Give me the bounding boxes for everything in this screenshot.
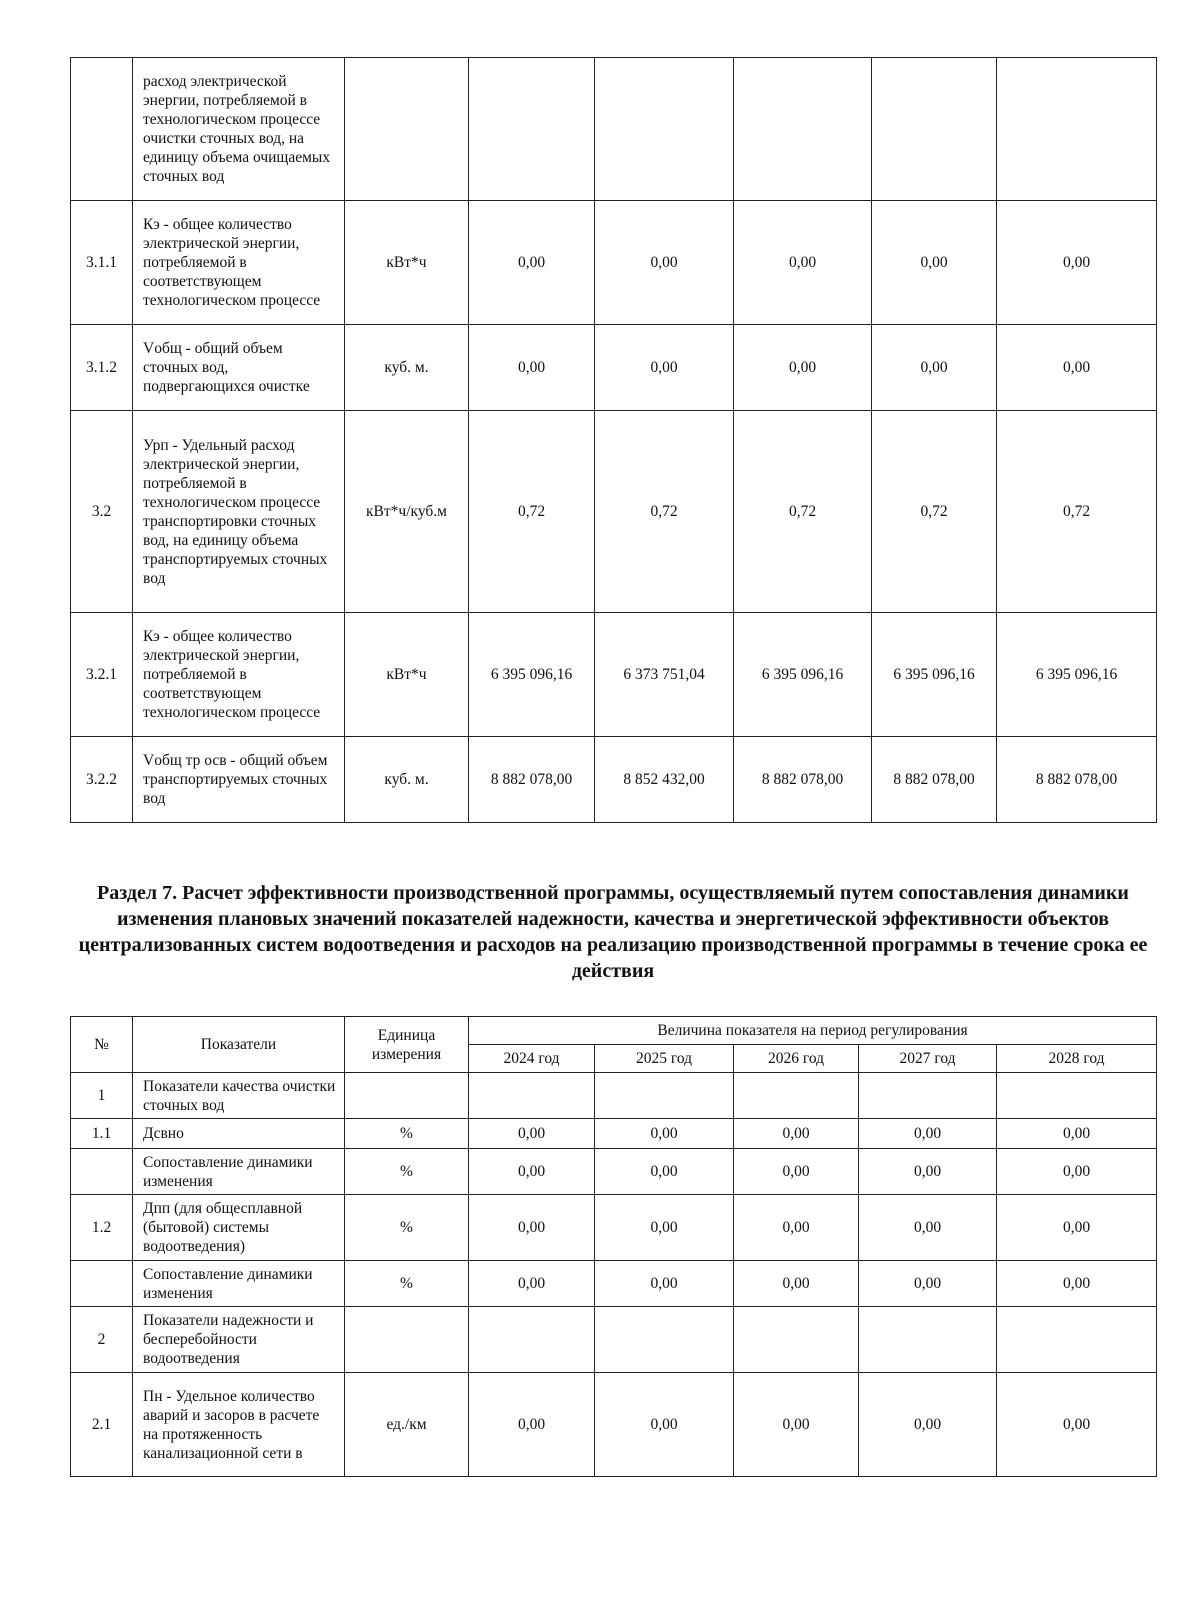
indicator-cell: Кэ - общее количество электрической энергии, потребляемой в соответствующем технологическом процессе xyxy=(133,613,345,737)
value-cell: 0,00 xyxy=(595,1149,734,1195)
header-unit: Единица измерения xyxy=(345,1017,469,1073)
unit-cell: кВт*ч xyxy=(345,201,469,325)
table-row xyxy=(71,737,1157,823)
table-row xyxy=(71,1195,1157,1261)
value-cell: 0,00 xyxy=(859,1195,997,1261)
value-cell: 0,00 xyxy=(997,1119,1157,1149)
value-cell xyxy=(997,1073,1157,1119)
indicator-cell: Пн - Удельное количество аварий и засоров в расчете на протяженность канализационной сети в xyxy=(133,1373,345,1477)
value-cell: 0,00 xyxy=(595,1373,734,1477)
table-row xyxy=(71,1119,1157,1149)
table-row xyxy=(71,1261,1157,1307)
header-year: 2027 год xyxy=(859,1045,997,1073)
table-row xyxy=(71,613,1157,737)
row-number: 3.2.1 xyxy=(71,613,133,737)
value-cell xyxy=(734,1307,859,1373)
unit-cell: % xyxy=(345,1119,469,1149)
value-cell: 0,72 xyxy=(595,411,734,613)
table-row xyxy=(71,58,1157,201)
value-cell: 0,00 xyxy=(997,1373,1157,1477)
value-cell: 0,72 xyxy=(872,411,997,613)
table-row xyxy=(71,201,1157,325)
value-cell: 0,00 xyxy=(859,1149,997,1195)
table-row xyxy=(71,1149,1157,1195)
row-number: 1.1 xyxy=(71,1119,133,1149)
value-cell: 8 882 078,00 xyxy=(734,737,872,823)
value-cell xyxy=(595,1073,734,1119)
indicator-cell: Дсвно xyxy=(133,1119,345,1149)
unit-cell: ед./км xyxy=(345,1373,469,1477)
value-cell: 0,00 xyxy=(595,325,734,411)
value-cell: 6 373 751,04 xyxy=(595,613,734,737)
value-cell: 0,00 xyxy=(997,201,1157,325)
indicator-cell: расход электрической энергии, потребляемой в технологическом процессе очистки сточных вод, на единицу объема очищаемых сточных вод xyxy=(133,58,345,201)
indicator-cell: Кэ - общее количество электрической энергии, потребляемой в соответствующем технологическом процессе xyxy=(133,201,345,325)
value-cell: 0,72 xyxy=(997,411,1157,613)
value-cell: 6 395 096,16 xyxy=(997,613,1157,737)
row-number: 3.2.2 xyxy=(71,737,133,823)
indicator-cell: Сопоставление динамики изменения xyxy=(133,1149,345,1195)
header-num: № xyxy=(71,1017,133,1073)
header-row-1 xyxy=(71,1017,1157,1045)
value-cell xyxy=(469,1307,595,1373)
value-cell: 0,00 xyxy=(859,1261,997,1307)
value-cell xyxy=(997,58,1157,201)
unit-cell: % xyxy=(345,1149,469,1195)
row-number xyxy=(71,1261,133,1307)
value-cell: 0,00 xyxy=(734,1373,859,1477)
table-row xyxy=(71,1373,1157,1477)
energy-table xyxy=(70,57,1157,823)
value-cell: 0,00 xyxy=(469,1373,595,1477)
header-indicator: Показатели xyxy=(133,1017,345,1073)
value-cell xyxy=(469,58,595,201)
value-cell: 0,00 xyxy=(859,1373,997,1477)
value-cell xyxy=(734,1073,859,1119)
unit-cell: куб. м. xyxy=(345,325,469,411)
value-cell: 0,00 xyxy=(595,1195,734,1261)
value-cell: 0,00 xyxy=(469,1119,595,1149)
header-year: 2025 год xyxy=(595,1045,734,1073)
value-cell: 0,00 xyxy=(469,325,595,411)
row-number: 1 xyxy=(71,1073,133,1119)
efficiency-table xyxy=(70,1016,1157,1477)
value-cell xyxy=(997,1307,1157,1373)
value-cell: 8 882 078,00 xyxy=(469,737,595,823)
row-number: 2 xyxy=(71,1307,133,1373)
unit-cell: куб. м. xyxy=(345,737,469,823)
value-cell: 6 395 096,16 xyxy=(469,613,595,737)
row-number: 3.2 xyxy=(71,411,133,613)
row-number xyxy=(71,58,133,201)
value-cell: 8 882 078,00 xyxy=(872,737,997,823)
indicator-cell: Vобщ - общий объем сточных вод, подвергающихся очистке xyxy=(133,325,345,411)
unit-cell xyxy=(345,58,469,201)
value-cell: 0,00 xyxy=(997,1195,1157,1261)
value-cell xyxy=(595,58,734,201)
value-cell: 0,00 xyxy=(859,1119,997,1149)
section-title: Раздел 7. Расчет эффективности производственной программы, осуществляемый путем сопоставления динамики изменения плановых значений показателей надежности, качества и энергетической эффективности объектов централизованных систем водоотведения и расходов на реализацию производственной программы в течение срока ее действия xyxy=(78,882,1148,982)
value-cell: 0,00 xyxy=(469,201,595,325)
table-row xyxy=(71,411,1157,613)
value-cell: 0,00 xyxy=(469,1149,595,1195)
value-cell: 0,00 xyxy=(595,201,734,325)
value-cell: 0,00 xyxy=(469,1261,595,1307)
value-cell xyxy=(872,58,997,201)
value-cell: 0,00 xyxy=(734,1119,859,1149)
value-cell: 0,72 xyxy=(734,411,872,613)
value-cell: 0,72 xyxy=(469,411,595,613)
value-cell: 0,00 xyxy=(595,1261,734,1307)
indicator-cell: Урп - Удельный расход электрической энергии, потребляемой в технологическом процессе транспортировки сточных вод, на единицу объема транспортируемых сточных вод xyxy=(133,411,345,613)
table-row xyxy=(71,1307,1157,1373)
value-cell: 0,00 xyxy=(734,1261,859,1307)
row-number: 2.1 xyxy=(71,1373,133,1477)
value-cell: 0,00 xyxy=(469,1195,595,1261)
value-cell: 8 882 078,00 xyxy=(997,737,1157,823)
row-number: 3.1.1 xyxy=(71,201,133,325)
value-cell: 0,00 xyxy=(734,1149,859,1195)
value-cell: 0,00 xyxy=(997,1149,1157,1195)
unit-cell: % xyxy=(345,1195,469,1261)
header-year: 2026 год xyxy=(734,1045,859,1073)
value-cell: 0,00 xyxy=(997,325,1157,411)
value-cell: 0,00 xyxy=(734,201,872,325)
value-cell xyxy=(595,1307,734,1373)
unit-cell xyxy=(345,1073,469,1119)
indicator-cell: Сопоставление динамики изменения xyxy=(133,1261,345,1307)
value-cell: 0,00 xyxy=(872,325,997,411)
value-cell: 6 395 096,16 xyxy=(872,613,997,737)
table-row xyxy=(71,1073,1157,1119)
table-row xyxy=(71,325,1157,411)
value-cell: 0,00 xyxy=(734,325,872,411)
row-number xyxy=(71,1149,133,1195)
value-cell: 6 395 096,16 xyxy=(734,613,872,737)
indicator-cell: Vобщ тр осв - общий объем транспортируемых сточных вод xyxy=(133,737,345,823)
unit-cell: кВт*ч/куб.м xyxy=(345,411,469,613)
indicator-cell: Показатели качества очистки сточных вод xyxy=(133,1073,345,1119)
value-cell: 0,00 xyxy=(595,1119,734,1149)
value-cell: 8 852 432,00 xyxy=(595,737,734,823)
value-cell: 0,00 xyxy=(734,1195,859,1261)
value-cell xyxy=(734,58,872,201)
header-year: 2028 год xyxy=(997,1045,1157,1073)
indicator-cell: Дпп (для общесплавной (бытовой) системы водоотведения) xyxy=(133,1195,345,1261)
row-number: 3.1.2 xyxy=(71,325,133,411)
row-number: 1.2 xyxy=(71,1195,133,1261)
header-year: 2024 год xyxy=(469,1045,595,1073)
value-cell: 0,00 xyxy=(997,1261,1157,1307)
value-cell xyxy=(859,1073,997,1119)
unit-cell: кВт*ч xyxy=(345,613,469,737)
unit-cell: % xyxy=(345,1261,469,1307)
header-period: Величина показателя на период регулирования xyxy=(469,1017,1157,1045)
value-cell: 0,00 xyxy=(872,201,997,325)
value-cell xyxy=(469,1073,595,1119)
indicator-cell: Показатели надежности и бесперебойности водоотведения xyxy=(133,1307,345,1373)
unit-cell xyxy=(345,1307,469,1373)
value-cell xyxy=(859,1307,997,1373)
